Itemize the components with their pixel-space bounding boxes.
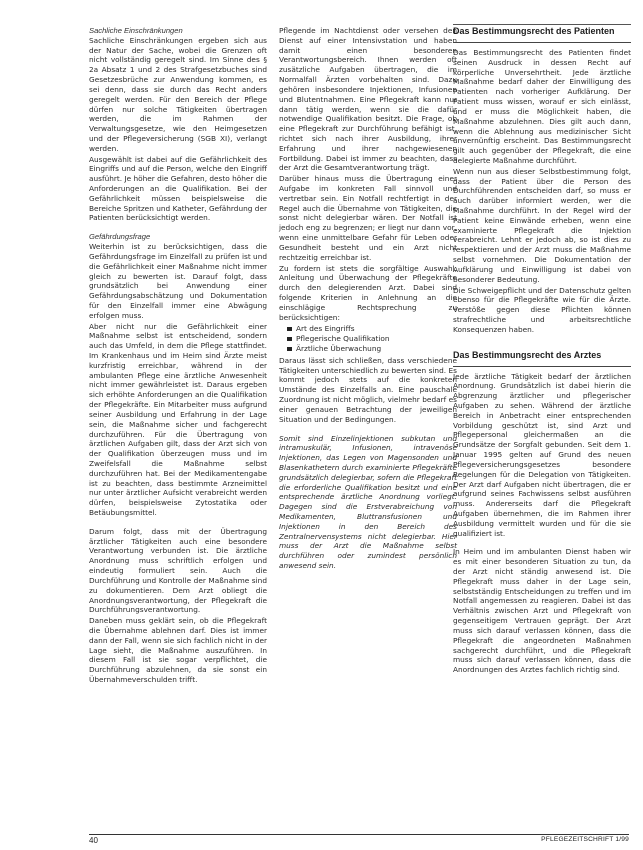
paragraph-italic: Somit sind Einzelinjektionen subkutan und intramuskulär, Infusionen, intravenöse Injektionen, das Legen von Magensonden und Blasenkathetern durch examinierte Pflegekräfte grundsätzlich delegierbar, sofern die Pflegekraft die erforderliche Qualifikation besitzt und eine entsprechende ärztliche Anordnung vorliegt. Dagegen sind die Erstverabreichung von Medikamenten, Bluttransfusionen und Injektionen in den Bereich des Zentralnervensystems nicht delegierbar. Hier muss der Arzt die Maßnahme selbst durchführen oder zumindest persönlich anwesend sein. — [279, 433, 457, 571]
paragraph: Pflegende im Nachtdienst oder versehen den Dienst auf einer Intensivstation und haben damit einen besonderen Verantwortungsbereich. Ihnen werden oft zusätzliche Aufgaben übertragen, die im Normalfall Ärzten vorbehalten sind. Dazu gehören insbesondere Injektionen, Infusionen und Blutentnahmen. Eine Pflegekraft kann nur dann tätig werden, wenn sie die dafür notwendige Qualifikation besitzt. Die Frage, ob eine Pflegekraft zur Durchführung befähigt ist, richtet sich nach ihrer Ausbildung, ihrer Erfahrung und ihrer nachgewiesenen Fortbildung. Dabei ist immer zu beachten, dass der Arzt die Gesamtverantwortung trägt. — [279, 26, 457, 173]
paragraph: Ausgewählt ist dabei auf die Gefährlichkeit des Eingriffs und auf die Person, welche den Eingriff ausführt. Je höher die Gefahren, desto höher die Anforderungen an die Qualifikation. Bei der Gefährlichkeit müssen beispielsweise die Bereiche Spritzen und Katheter, Gefährdung der Patienten berücksichtigt werden. — [89, 154, 267, 223]
subheading-gefaehrdung: Gefährdungsfrage — [89, 232, 151, 242]
top-rule — [453, 24, 631, 25]
column-middle — [279, 26, 457, 572]
paragraph: Wenn nun aus dieser Selbstbestimmung folgt, dass der Patient über die Person des Durchführenden entscheiden darf, so muss er auch darüber informiert werden, wer die Maßnahme durchführt. In der Regel wird der Patient keine Einwände erheben, wenn eine examinierte Pflegekraft die Injektion verabreicht. Lehnt er jedoch ab, so ist dies zu respektieren und der Arzt muss die Maßnahme selbst vornehmen. Die Dokumentation der Aufklärung und Einwilligung ist dabei von besonderer Bedeutung. — [453, 166, 631, 284]
paragraph: Zu fordern ist stets die sorgfältige Auswahl, Anleitung und Überwachung der Pflegekräfte durch den delegierenden Arzt. Dabei sind folgende Kriterien in Anlehnung an die einschlägige Rechtsprechung zu berücksichtigen: — [279, 263, 457, 322]
paragraph: Sachliche Einschränkungen ergeben sich aus der Natur der Sache, wobei die Grenzen oft nicht vollständig geregelt sind. Im Sinne des § 2a Absatz 1 und 2 des Strafgesetzbuches sind Gesetzesbrüche zur Anwendung kommen, es sei denn, dass sie durch das Recht anders geregelt werden. Für den Bereich der Pflege dürfen nur solche Tätigkeiten übertragen werden, die im Rahmen der Verwaltungsgesetze, wie den Heimgesetzen und der Pflegeversicherung (SGB XI), verlangt werden. — [89, 35, 267, 153]
column-right — [453, 26, 631, 676]
section-heading-patient: Das Bestimmungsrecht des Patienten — [453, 26, 615, 36]
list-item: Pflegerische Qualifikation — [287, 334, 457, 344]
journal-footer: PFLEGEZEITSCHRIFT 1/99 — [541, 836, 629, 843]
paragraph: Das Bestimmungsrecht des Patienten findet seinen Ausdruck in dessen Recht auf körperliche Unversehrtheit. Jede ärztliche Maßnahme bedarf daher der Einwilligung des Patienten nach vorheriger Aufklärung. Der Patient muss wissen, worauf er sich einlässt, und er muss die Möglichkeit haben, die Maßnahme abzulehnen. Dies gilt auch dann, wenn die Ablehnung aus medizinischer Sicht unvernünftig erscheint. Das Bestimmungsrecht gilt auch gegenüber der Pflegekraft, die eine delegierte Maßnahme durchführt. — [453, 48, 631, 165]
list-item: Art des Eingriffs — [287, 324, 457, 334]
paragraph: Aber nicht nur die Gefährlichkeit einer Maßnahme selbst ist entscheidend, sondern auch das Umfeld, in dem die Pflege stattfindet. Im Krankenhaus und im Heim sind Ärzte meist kurzfristig erreichbar, während in der ambulanten Pflege eine ärztliche Anwesenheit nicht immer gewährleistet ist. Daraus ergeben sich erhöhte Anforderungen an die Qualifikation der Pflegekräfte. Ein Mitarbeiter muss aufgrund seiner Ausbildung und Erfahrung in der Lage sein, die Maßnahme sicher und fachgerecht durchzuführen. Für die Übertragung von ärztlichen Aufgaben gilt, dass der Arzt sich von der Qualifikation überzeugen muss und im Zweifelsfall die Maßnahme selbst durchzuführen hat. Bei der Medikamentengabe ist zu beachten, dass bestimmte Arzneimittel nur unter ärztlicher Aufsicht verabreicht werden dürfen, beispielsweise Zytostatika oder Betäubungsmittel. — [89, 321, 267, 517]
paragraph: Weiterhin ist zu berücksichtigen, dass die Gefährdungsfrage im Einzelfall zu prüfen ist und die Gefährlichkeit einer Maßnahme nicht immer gleich zu bewerten ist. Darauf folgt, dass grundsätzlich bei Anwendung einer Gefährdungsabschätzung und Dokumentation für den Einzelfall immer eine Abwägung erfolgen muss. — [89, 242, 268, 320]
paragraph: Darüber hinaus muss die Übertragung einer Aufgabe im konkreten Fall sinnvoll und vertretbar sein. Ein Notfall rechtfertigt in der Regel auch die Übernahme von Tätigkeiten, die sonst nicht delegierbar wären. Der Notfall ist jedoch eng zu begrenzen; er liegt nur dann vor, wenn eine unmittelbare Gefahr für Leben oder Gesundheit besteht und ein Arzt nicht rechtzeitig erreichbar ist. — [279, 174, 457, 262]
subheading-sachliche: Sachliche Einschränkungen — [89, 26, 183, 35]
paragraph: Die Schweigepflicht und der Datenschutz gelten ebenso für die Pflegekräfte wie für die Ärzte. Verstöße gegen diese Pflichten können strafrechtliche und arbeitsrechtliche Konsequenzen haben. — [453, 285, 631, 334]
list-item: Ärztliche Überwachung — [287, 344, 457, 354]
paragraph: In Heim und im ambulanten Dienst haben wir es mit einer besonderen Situation zu tun, da der Arzt nicht ständig anwesend ist. Die Pflegekraft muss daher in der Lage sein, selbstständig Entscheidungen zu treffen und im Notfall angemessen zu reagieren. Dabei ist das Verhältnis zwischen Arzt und Pflegekraft von gegenseitigem Vertrauen geprägt. Der Arzt muss sich darauf verlassen können, dass die Pflegekraft die angeordneten Maßnahmen sachgerecht durchführt, und die Pflegekraft muss sich darauf verlassen können, dass die Anordnungen des Arztes fachlich richtig sind. — [453, 547, 631, 675]
page-number: 40 — [89, 836, 98, 845]
paragraph: Darum folgt, dass mit der Übertragung ärztlicher Tätigkeiten auch eine besondere Verantwortung verbunden ist. Die ärztliche Anordnung muss schriftlich erfolgen und eindeutig formuliert sein. Auch die Durchführung und Kontrolle der Maßnahme sind zu dokumentieren. Dem Arzt obliegt die Anordnungsverantwortung, der Pflegekraft die Durchführungsverantwortung. — [89, 526, 267, 615]
criteria-list — [279, 324, 457, 353]
footer-rule — [89, 834, 629, 835]
paragraph: Daraus lässt sich schließen, dass verschiedene Tätigkeiten unterschiedlich zu bewerten sind. Es kommt jedoch stets auf die konkreten Umstände des Einzelfalls an. Eine pauschale Zuordnung ist nicht möglich, vielmehr bedarf es einer genauen Betrachtung der jeweiligen Situation und der Bedingungen. — [279, 355, 457, 424]
column-left — [89, 26, 267, 686]
section-heading-arzt: Das Bestimmungsrecht des Arztes — [453, 349, 602, 360]
paragraph: Jede ärztliche Tätigkeit bedarf der ärztlichen Anordnung. Grundsätzlich ist dabei hierin die Abgrenzung ärztlicher und pflegerischer Aufgaben zu sehen. Während der ärztliche Bereich in Anbetracht einer entsprechenden Vorbildung geschützt ist, sind Arzt und Pflegepersonal gleichermaßen an die Grundsätze der Sorgfalt gebunden. Seit dem 1. Januar 1995 gelten auf Grund des neuen Pflegeversicherungsgesetzes besondere Regelungen für die Delegation von Tätigkeiten. Der Arzt darf Aufgaben nicht übertragen, die er aufgrund seines Fachwissens selbst ausführen muss. Andererseits darf die Pflegekraft Aufgaben übernehmen, die im Rahmen ihrer Ausbildung vermittelt wurden und für die sie qualifiziert ist. — [453, 371, 631, 538]
paragraph: Daneben muss geklärt sein, ob die Pflegekraft die Übernahme ablehnen darf. Dies ist immer dann der Fall, wenn sie sich fachlich nicht in der Lage sieht, die Maßnahme auszuführen. In diesem Fall ist sie sogar verpflichtet, die Durchführung abzulehnen, da sie sonst ein Übernahmeverschulden trifft. — [89, 616, 267, 684]
